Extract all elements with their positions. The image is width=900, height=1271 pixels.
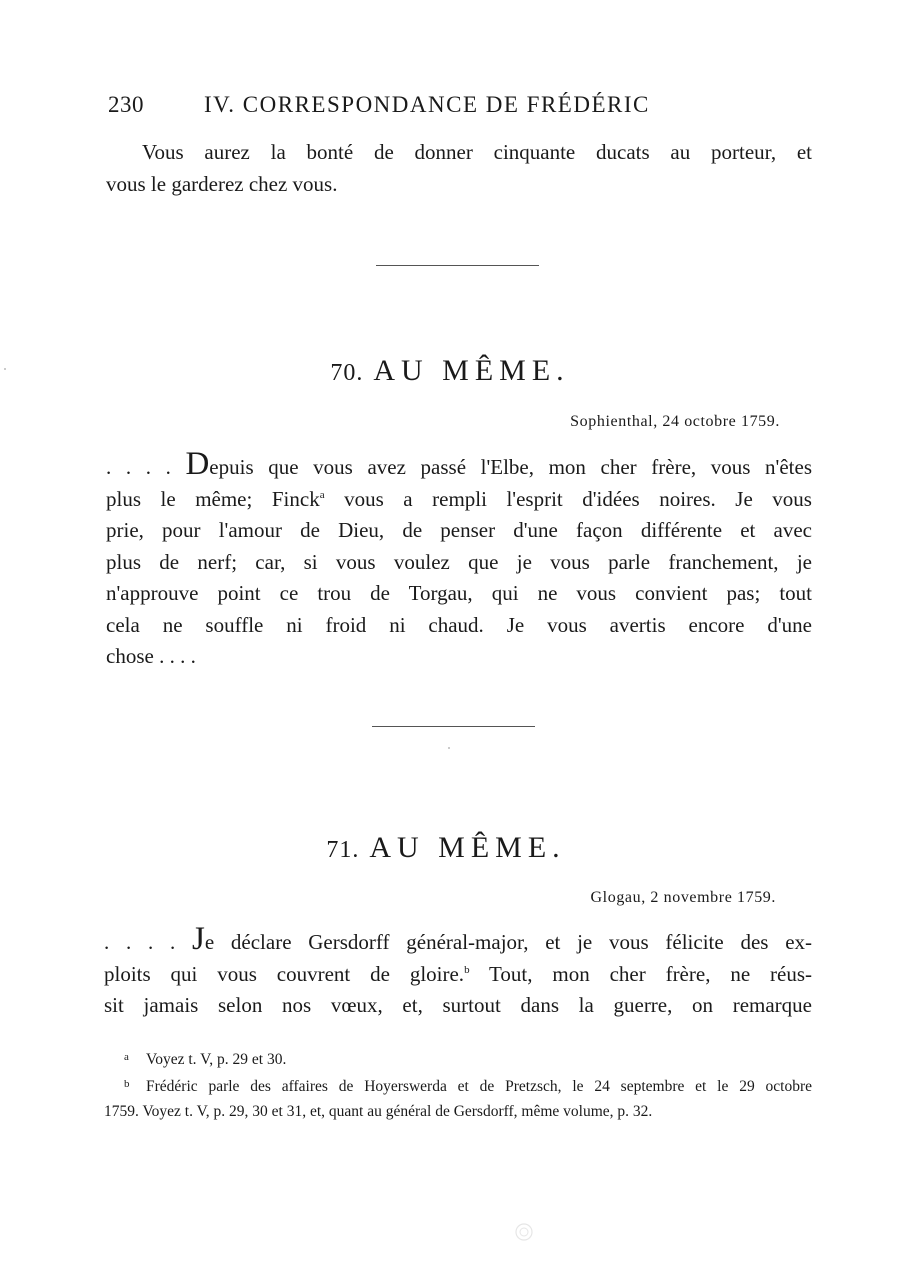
drop-cap: D <box>185 446 210 482</box>
footnote-mark: b <box>124 1078 130 1090</box>
footnote-mark: a <box>124 1051 129 1063</box>
letter-number: 71. <box>326 837 360 863</box>
footnote-b: b Frédéric parle des affaires de Hoyerswerda et de Pretzsch, le 24 septembre et le 29 octobre 1759. Voyez t. V, p. 29, 30 et 31, et, quant au général de Gersdorff, même volume, p. 32. <box>104 1072 812 1124</box>
paragraph-line: sit jamais selon nos vœux, et, surtout dans la guerre, on remarque <box>104 993 812 1017</box>
paragraph-line: n'approuve point ce trou de Torgau, qui ne vous convient pas; tout <box>106 581 812 605</box>
paragraph-line: . . . . Depuis que vous avez passé l'Elbe, mon cher frère, vous n'êtes <box>106 446 812 482</box>
paragraph-line: . . . . Je déclare Gersdorff général-major, et je vous félicite des ex- <box>104 921 813 957</box>
footnote-ref-b[interactable]: b <box>464 963 470 976</box>
running-head <box>108 92 808 118</box>
drop-cap: J <box>192 921 205 957</box>
page-number: 230 <box>108 92 144 117</box>
footnote-ref-a[interactable]: a <box>319 488 325 501</box>
letter-heading-71 <box>0 831 896 865</box>
paragraph-line: vous le garderez chez vous. <box>106 171 338 196</box>
section-divider <box>376 265 539 266</box>
paragraph-line: plus de nerf; car, si vous voulez que je vous parle franchement, je <box>106 549 812 574</box>
paper-speck <box>4 368 6 370</box>
section-divider <box>372 726 535 727</box>
paragraph-line: cela ne souffle ni froid ni chaud. Je vous avertis encore d'une <box>106 612 812 637</box>
paragraph-line: chose . . . . <box>106 644 196 668</box>
letter-dateline: Sophienthal, 24 octobre 1759. <box>570 413 780 430</box>
paper-speck <box>448 747 450 749</box>
paragraph-line: prie, pour l'amour de Dieu, de penser d'une façon différente et avec <box>106 518 812 542</box>
opening-paragraph <box>106 137 812 200</box>
paragraph-line: Vous aurez la bonté de donner cinquante ducats au porteur, et <box>142 140 812 164</box>
footnote-a: a Voyez t. V, p. 29 et 30. <box>104 1045 812 1072</box>
footnotes <box>104 1045 812 1124</box>
letter-body-71 <box>104 921 813 1022</box>
paragraph-line: plus le même; Finck$^a$ vous a rempli l'esprit d'idées noires. Je vous <box>106 486 812 511</box>
letter-title: AU MÊME. <box>369 831 566 864</box>
letter-heading-70 <box>0 354 900 388</box>
letter-body-70 <box>106 446 812 673</box>
letter-dateline: Glogau, 2 novembre 1759. <box>590 889 776 906</box>
letter-number: 70. <box>330 360 364 386</box>
letter-title: AU MÊME. <box>373 354 570 387</box>
library-stamp-icon <box>512 1222 536 1242</box>
paragraph-line: ploits qui vous couvrent de gloire.$^b$ Tout, mon cher frère, ne réus- <box>104 961 812 986</box>
running-title: IV. CORRESPONDANCE DE FRÉDÉRIC <box>204 92 650 117</box>
